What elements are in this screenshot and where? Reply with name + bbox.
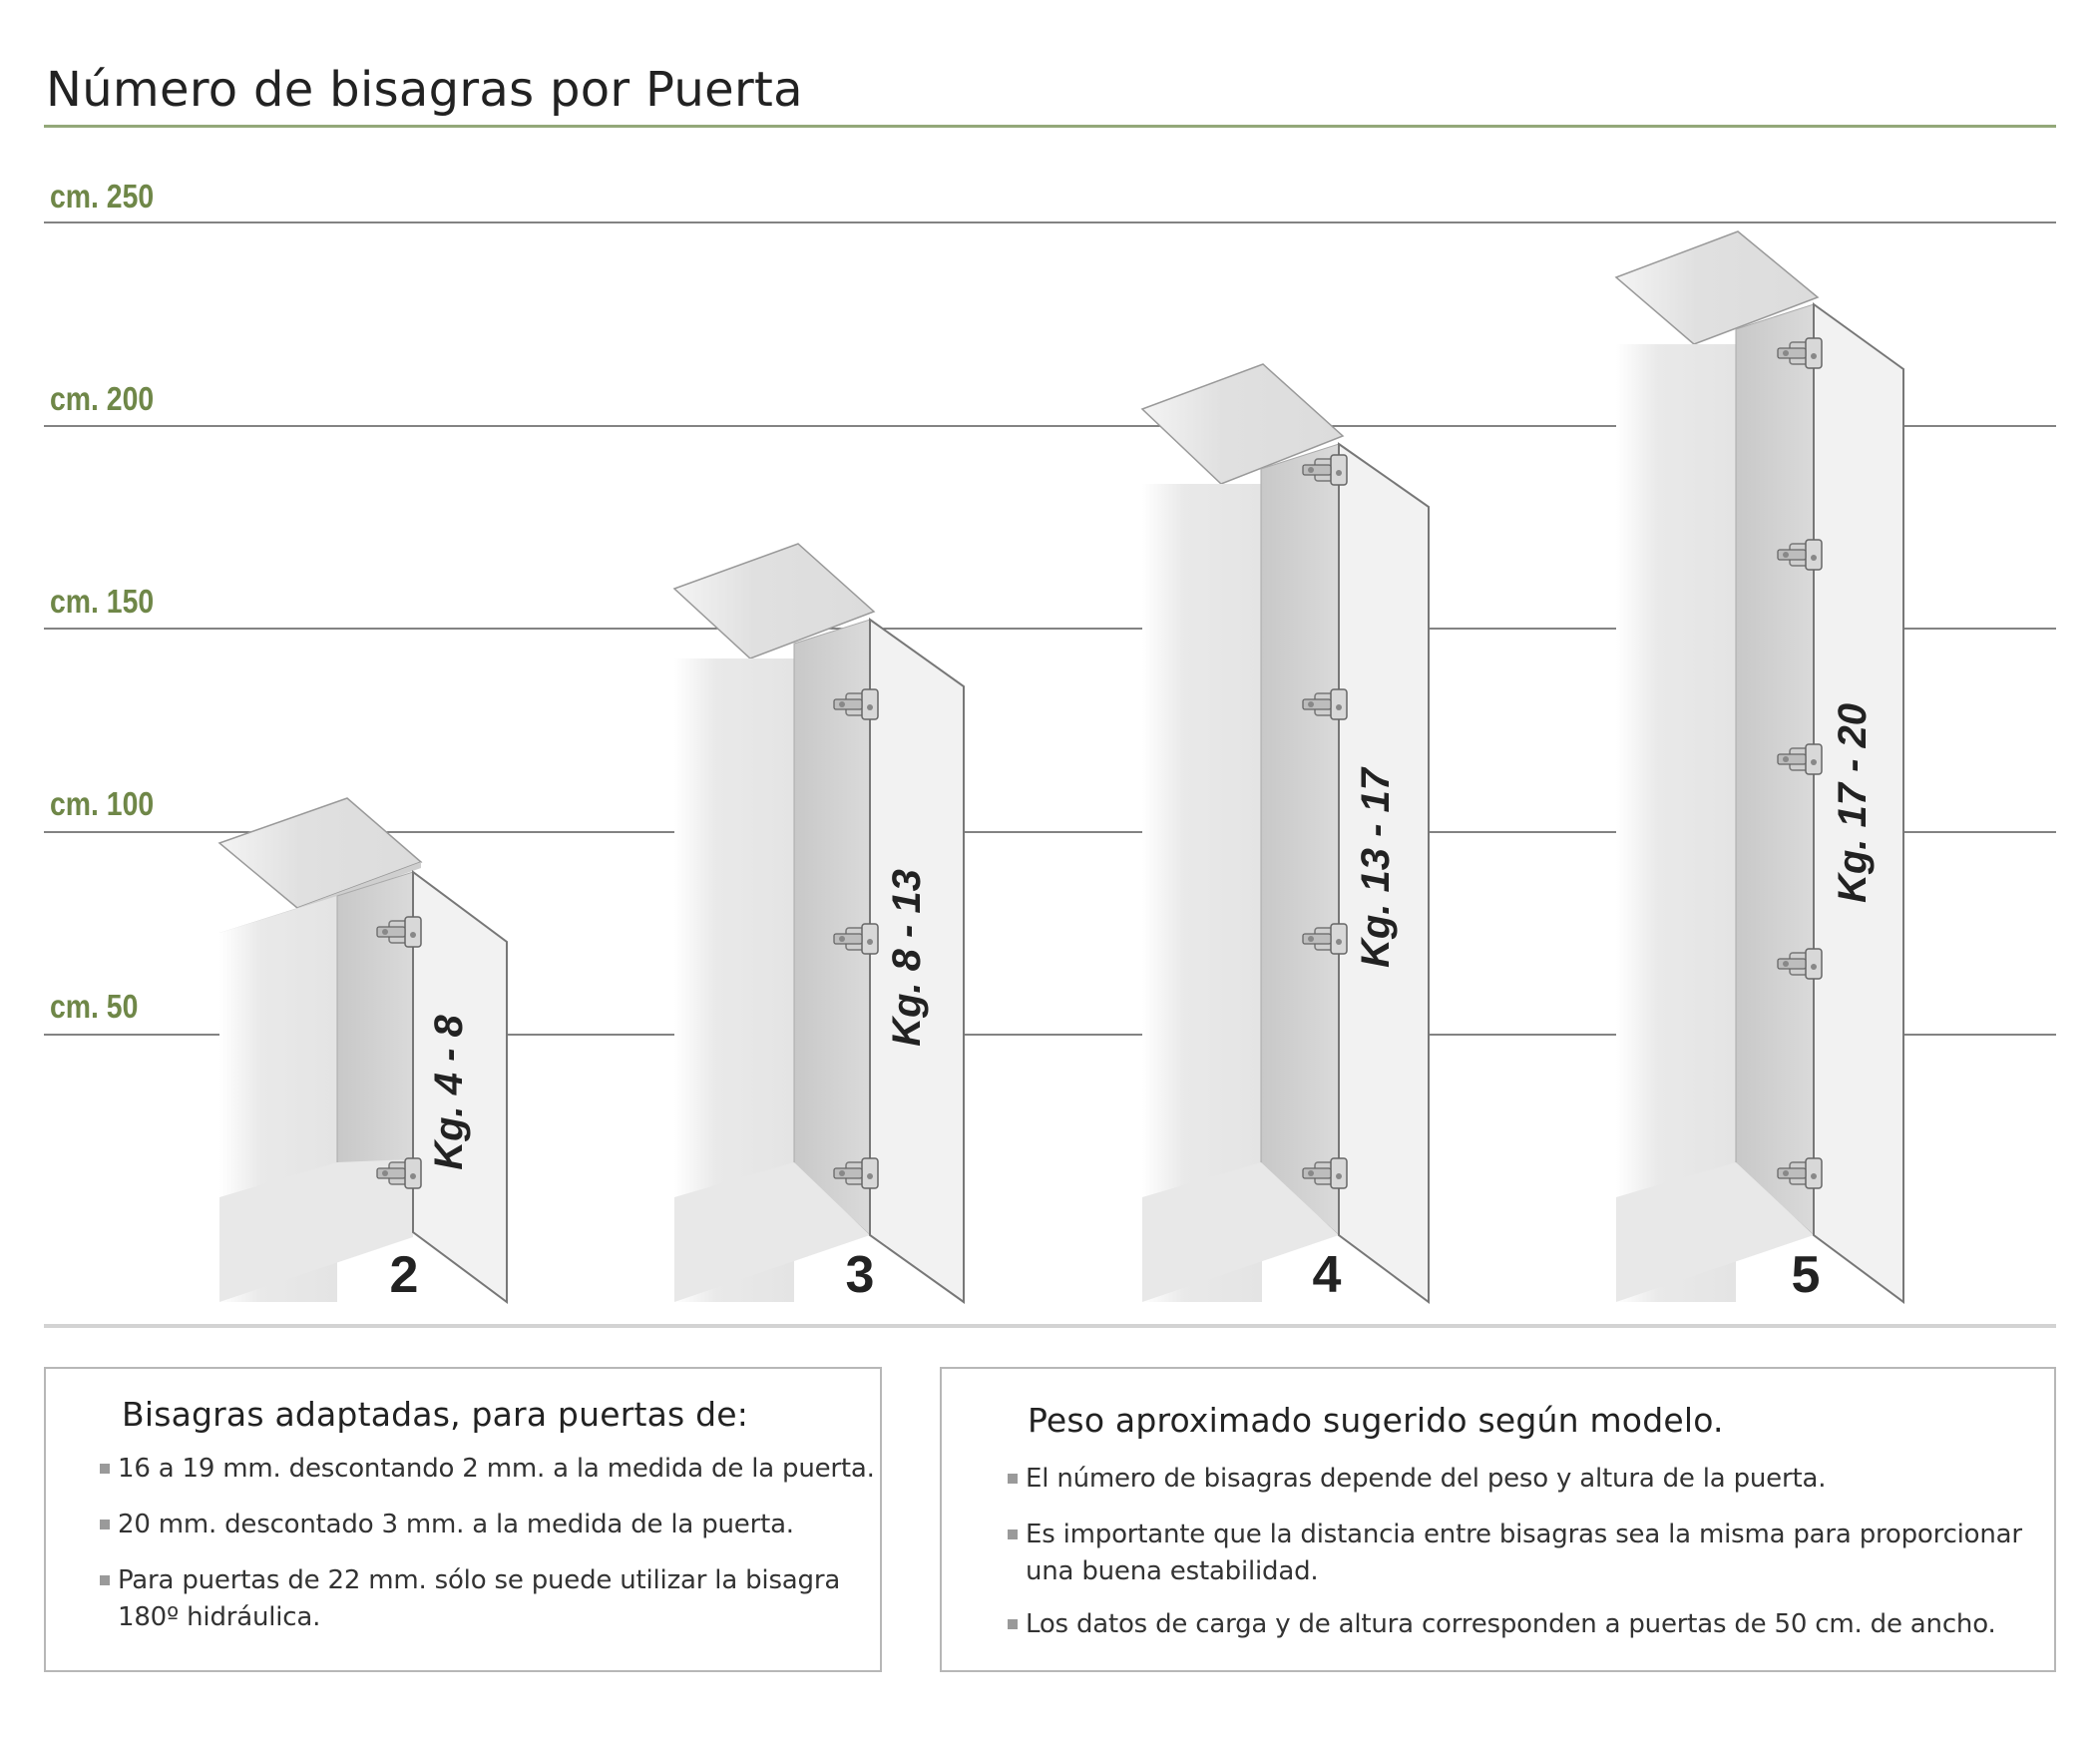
- door-thickness-box: [44, 1367, 882, 1672]
- left-bullet-3: Para puertas de 22 mm. sólo se puede utilizar la bisagra 180º hidráulica.: [100, 1562, 840, 1636]
- bullet-square-icon: [1008, 1529, 1018, 1539]
- right-bullet-1: El número de bisagras depende del peso y altura de la puerta.: [1008, 1461, 1826, 1498]
- hinge-count-2: 2: [389, 1246, 419, 1304]
- left-bullet-1: 16 a 19 mm. descontando 2 mm. a la medida de la puerta.: [100, 1451, 875, 1488]
- page-title: Número de bisagras por Puerta: [46, 62, 803, 118]
- bullet-square-icon: [1008, 1619, 1018, 1629]
- weight-label-4: Kg. 17 - 20: [1831, 702, 1875, 904]
- hinge-count-3: 3: [845, 1246, 875, 1304]
- bullet-square-icon: [100, 1575, 110, 1585]
- right-bullet-2: Es importante que la distancia entre bisagras sea la misma para proporcionar una buena estabilidad.: [1008, 1517, 2022, 1590]
- scale-label-150: cm. 150: [50, 583, 155, 620]
- hinge-count-4: 4: [1312, 1246, 1342, 1304]
- scale-label-200: cm. 200: [50, 380, 155, 417]
- weight-label-1: Kg. 4 - 8: [427, 1015, 471, 1170]
- weight-notes-title: Peso aproximado sugerido según modelo.: [1028, 1401, 1724, 1440]
- weight-notes-box: [940, 1367, 2056, 1672]
- scale-label-50: cm. 50: [50, 988, 139, 1025]
- scale-label-250: cm. 250: [50, 178, 155, 215]
- weight-label-2: Kg. 8 - 13: [885, 869, 929, 1047]
- door-thickness-title: Bisagras adaptadas, para puertas de:: [122, 1395, 749, 1434]
- bullet-square-icon: [1008, 1474, 1018, 1484]
- hinge-count-5: 5: [1791, 1246, 1821, 1304]
- scale-label-100: cm. 100: [50, 785, 155, 822]
- weight-label-3: Kg. 13 - 17: [1354, 767, 1398, 969]
- right-bullet-3: Los datos de carga y de altura corresponden a puertas de 50 cm. de ancho.: [1008, 1606, 1996, 1643]
- left-bullet-2: 20 mm. descontado 3 mm. a la medida de la puerta.: [100, 1507, 794, 1543]
- bullet-square-icon: [100, 1520, 110, 1529]
- bullet-square-icon: [100, 1464, 110, 1474]
- floor-divider: [44, 1324, 2056, 1328]
